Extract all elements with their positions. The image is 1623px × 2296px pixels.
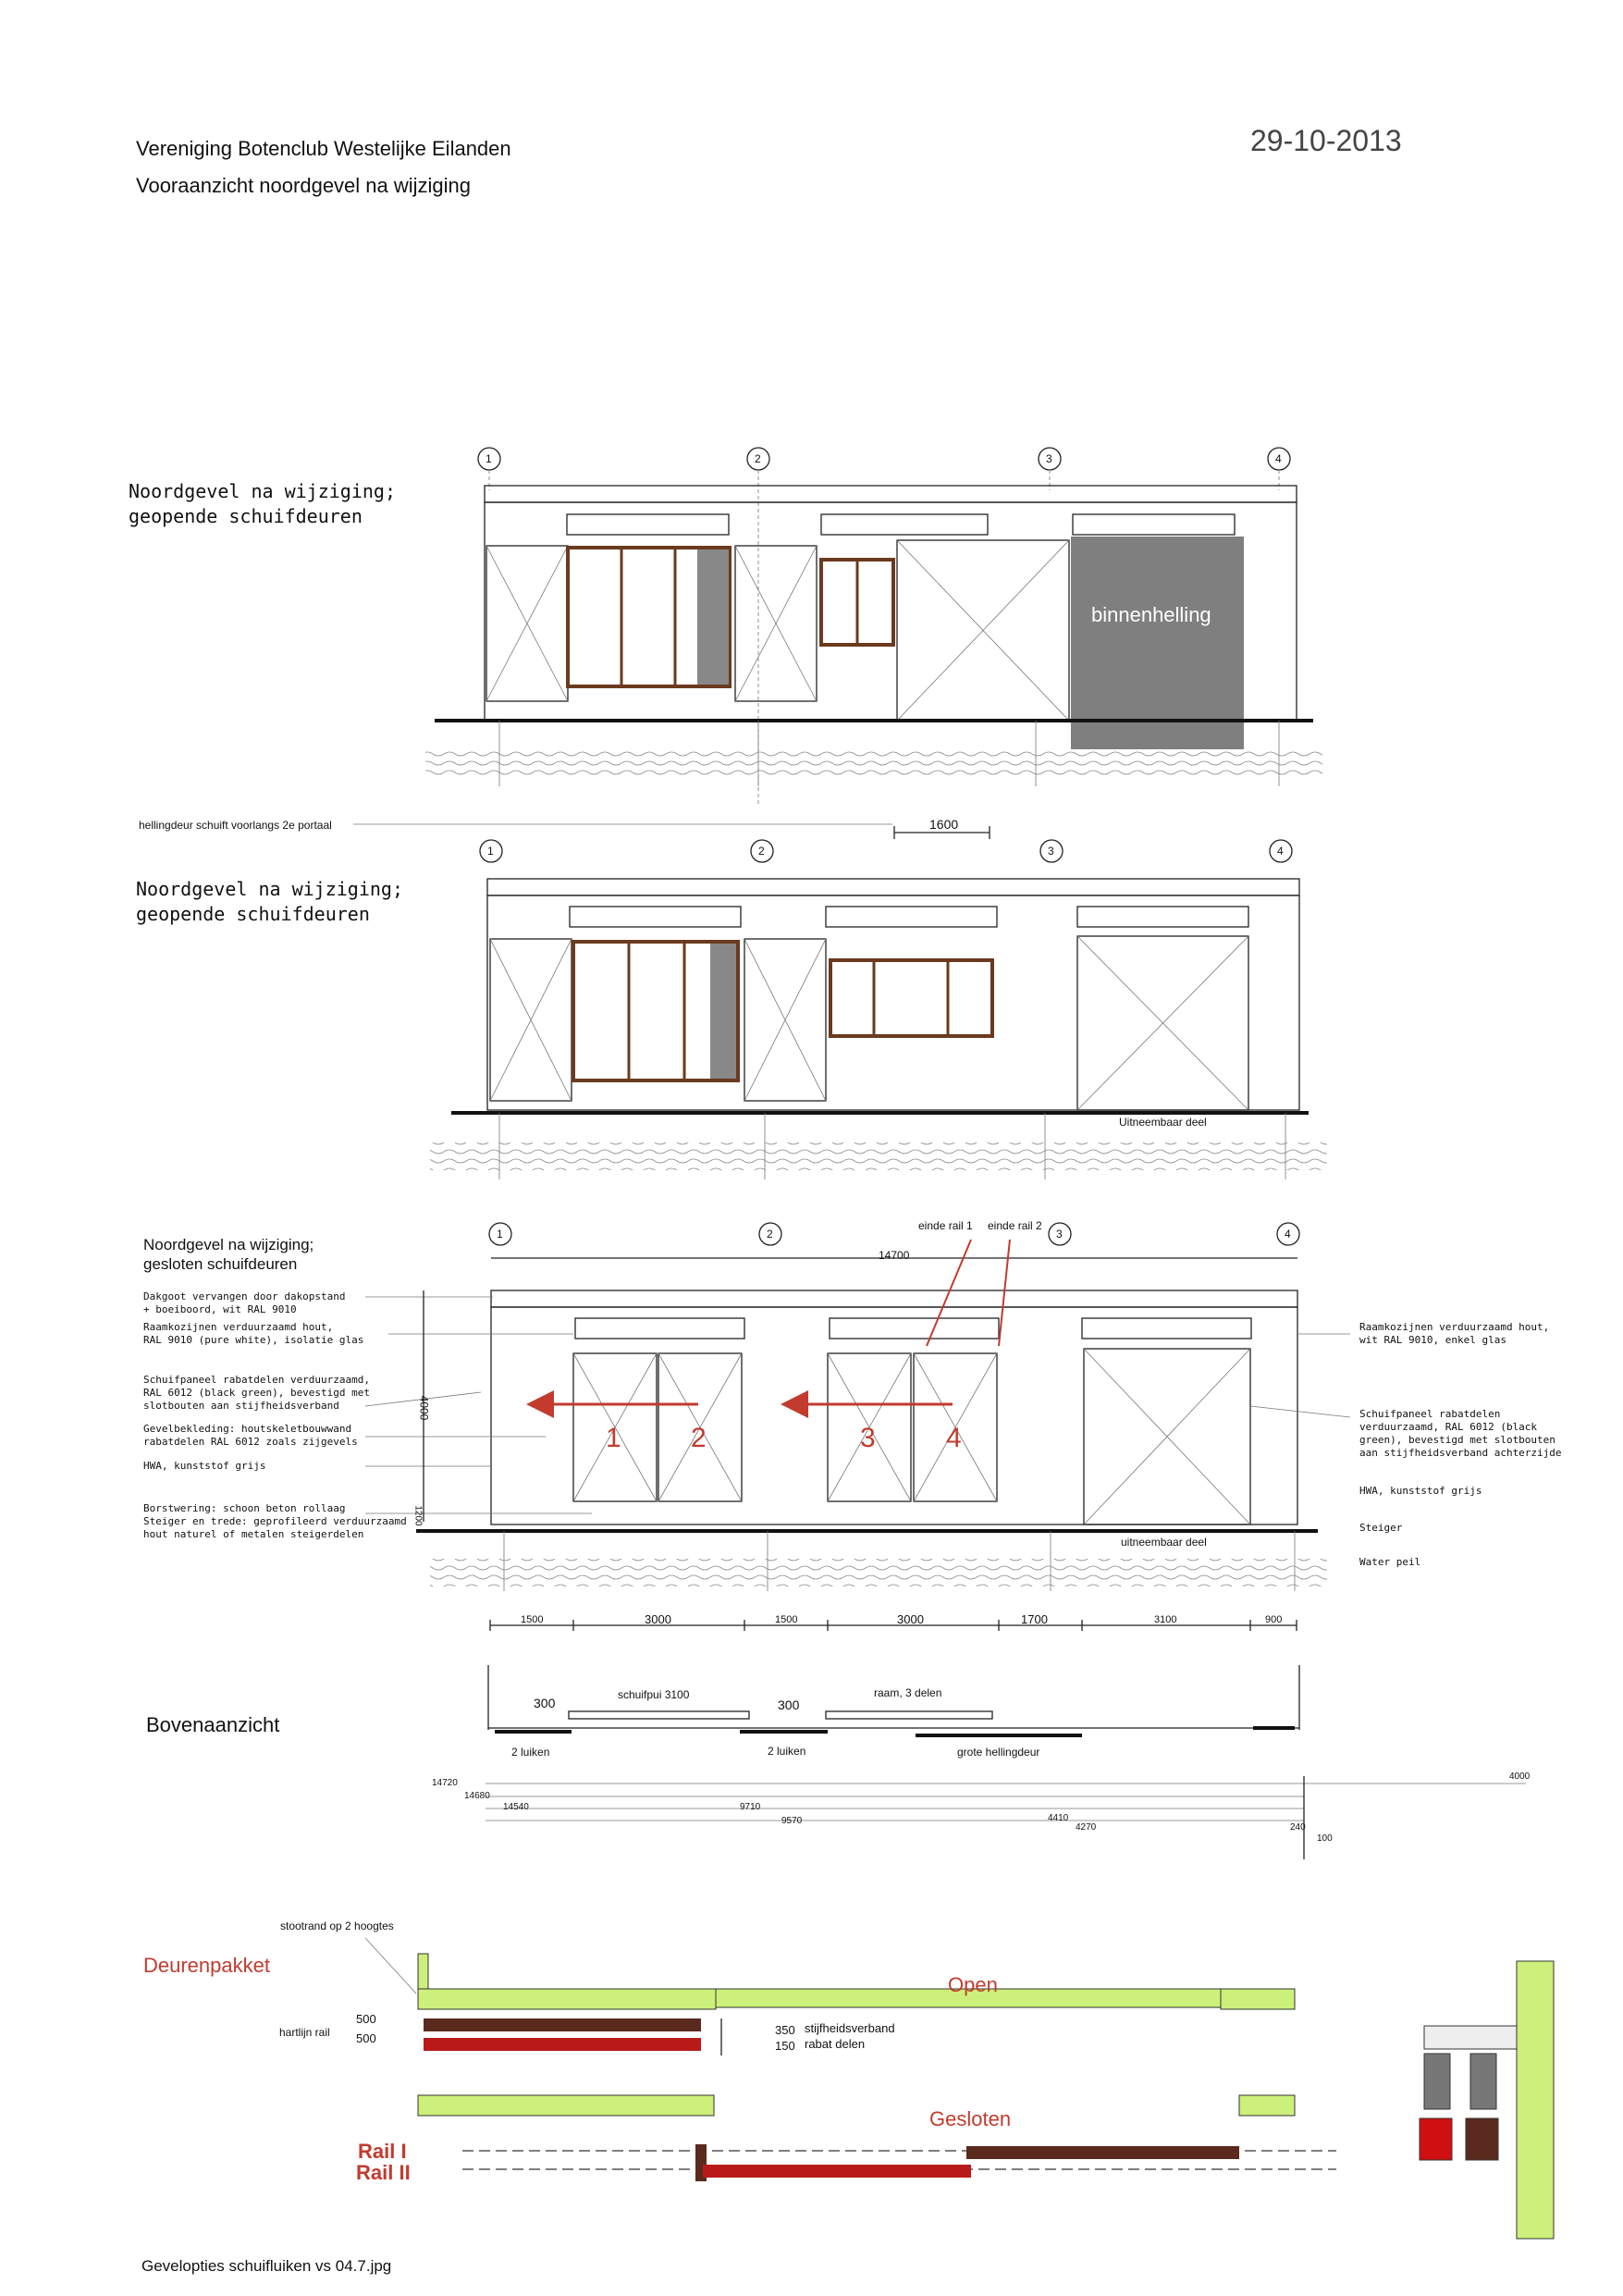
note-right-2-l2: verduurzaamd, RAL 6012 (black: [1359, 1421, 1538, 1433]
grid-2: 2: [755, 452, 761, 465]
rail-note-2: einde rail 2: [988, 1219, 1042, 1232]
note-right-4: Steiger: [1359, 1522, 1403, 1534]
grid-1-v3: 1: [497, 1228, 503, 1241]
note-left-2-l1: Raamkozijnen verduurzaamd hout,: [143, 1321, 334, 1333]
note-left-6-l1: Borstwering: schoon beton rollaag: [143, 1502, 346, 1514]
note-left-1-l2: + boeiboord, wit RAL 9010: [143, 1303, 297, 1315]
binnenhelling-label: binnenhelling: [1091, 603, 1211, 626]
hartlijn-label: hartlijn rail: [279, 2026, 330, 2039]
chain-4270: 4270: [1076, 1822, 1097, 1833]
open-label: Open: [948, 1973, 998, 1996]
view2-title: [136, 877, 403, 927]
grid-4-v3: 4: [1285, 1228, 1291, 1241]
stijfheidsverband-label: stijfheidsverband: [805, 2021, 895, 2035]
grid-2-v2: 2: [758, 845, 765, 858]
note-left-5: HWA, kunststof grijs: [143, 1460, 266, 1472]
view3-title-line2: gesloten schuifdeuren: [143, 1255, 298, 1273]
note-right-2-l1: Schuifpaneel rabatdelen: [1359, 1408, 1501, 1420]
chain-4410: 4410: [1048, 1813, 1069, 1823]
view3-title: [143, 1235, 314, 1274]
rail-2-label: Rail II: [356, 2161, 411, 2184]
gesloten-label: Gesloten: [929, 2107, 1012, 2130]
grid-4: 4: [1275, 452, 1282, 465]
chain-4000: 4000: [1509, 1771, 1531, 1782]
dim-150: 150: [775, 2039, 795, 2053]
chain-9570: 9570: [781, 1816, 803, 1826]
bottom-dim-5: 1700: [1021, 1612, 1048, 1626]
panel-number-1: 1: [606, 1423, 621, 1453]
note-left-3-l3: slotbouten aan stijfheidsverband: [143, 1400, 339, 1412]
note-left-2-l2: RAL 9010 (pure white), isolatie glas: [143, 1334, 364, 1346]
bottom-dim-4: 3000: [897, 1612, 924, 1626]
note-left-6: [143, 1502, 407, 1541]
rail-1-label: Rail I: [358, 2140, 407, 2163]
dim-500-b: 500: [356, 2031, 376, 2045]
grid-3-v2: 3: [1048, 845, 1054, 858]
bottom-dim-1: 1500: [521, 1614, 544, 1625]
grid-markers-view-3: [489, 1223, 1299, 1245]
note-left-1-l1: Dakgoot vervangen door dakopstand: [143, 1290, 346, 1302]
rail-note-1: einde rail 1: [918, 1219, 973, 1232]
plan-raam: raam, 3 delen: [874, 1686, 942, 1699]
plan-title: Bovenaanzicht: [146, 1713, 280, 1736]
note-left-4-l2: rabatdelen RAL 6012 zoals zijgevels: [143, 1436, 358, 1448]
note-left-3: [143, 1374, 370, 1413]
view1-title: [129, 479, 396, 529]
note-left-6-l2: Steiger en trede: geprofileerd verduurzaamd: [143, 1515, 407, 1527]
overall-dim: 14700: [879, 1249, 910, 1262]
small-dim: 1200: [412, 1505, 424, 1526]
plan-luiken-2: 2 luiken: [768, 1745, 806, 1758]
plan-luiken-1: 2 luiken: [511, 1746, 550, 1759]
view1-title-line2: geopende schuifdeuren: [129, 505, 363, 527]
rabatdelen-label: rabat delen: [805, 2037, 866, 2051]
grid-markers-view-2: [480, 840, 1292, 862]
view2-title-line1: Noordgevel na wijziging;: [136, 878, 403, 900]
dim-1600: 1600: [929, 817, 959, 832]
grid-3: 3: [1046, 452, 1052, 465]
grid-1-v2: 1: [487, 845, 494, 858]
subtitle-rest: na wijziging: [360, 174, 472, 197]
note-right-5: Water peil: [1359, 1556, 1421, 1568]
panel-number-4: 4: [946, 1423, 962, 1453]
note-left-4-l1: Gevelbekleding: houtskeletbouwwand: [143, 1423, 352, 1435]
note-right-2: [1359, 1408, 1562, 1460]
grid-2-v3: 2: [767, 1228, 773, 1241]
height-dim: 4000: [417, 1395, 431, 1421]
bottom-dim-7: 900: [1265, 1614, 1283, 1625]
bottom-dim-3: 1500: [775, 1614, 798, 1625]
note-left-2: [143, 1321, 363, 1347]
chain-14540: 14540: [503, 1802, 529, 1812]
stootrand-label: stootrand op 2 hoogtes: [280, 1920, 394, 1932]
note-left-1: [143, 1290, 346, 1316]
bottom-dim-6: 3100: [1154, 1614, 1177, 1625]
dim-350: 350: [775, 2023, 795, 2037]
chain-14680: 14680: [464, 1791, 490, 1801]
subtitle-bold: Vooraanzicht noordgevel: [136, 174, 361, 197]
elevation-view-1: [353, 448, 1322, 839]
closed-shutter-panels: [573, 1349, 1250, 1524]
note-left-4: [143, 1423, 358, 1449]
plan-300-b: 300: [778, 1697, 800, 1712]
dim-500-a: 500: [356, 2012, 376, 2026]
chain-14720: 14720: [432, 1778, 458, 1788]
hellingdeur-callout: hellingdeur schuift voorlangs 2e portaal: [139, 819, 332, 832]
note-right-1-l2: wit RAL 9010, enkel glas: [1359, 1334, 1506, 1346]
grid-1: 1: [486, 452, 492, 465]
view3-title-line1: Noordgevel na wijziging;: [143, 1236, 314, 1253]
plan-schuifpui: schuifpui 3100: [618, 1688, 690, 1701]
chain-9710: 9710: [740, 1802, 761, 1812]
view1-title-line1: Noordgevel na wijziging;: [129, 480, 396, 502]
view2-title-line2: geopende schuifdeuren: [136, 903, 370, 925]
note-left-3-l2: RAL 6012 (black green), bevestigd met: [143, 1387, 371, 1399]
view2-uitneembaar: Uitneembaar deel: [1119, 1116, 1207, 1129]
grid-3-v3: 3: [1056, 1228, 1063, 1241]
note-right-3: HWA, kunststof grijs: [1359, 1485, 1482, 1497]
plan-hellingdeur: grote hellingdeur: [957, 1746, 1040, 1759]
deurenpakket-title: Deurenpakket: [143, 1954, 270, 1977]
note-left-3-l1: Schuifpaneel rabatdelen verduurzaamd,: [143, 1374, 371, 1386]
elevation-view-3: [365, 1223, 1350, 1631]
note-left-6-l3: hout naturel of metalen steigerdelen: [143, 1528, 364, 1540]
organization-name: Vereniging Botenclub Westelijke Eilanden: [136, 137, 511, 160]
footer-filename: Gevelopties schuifluiken vs 04.7.jpg: [141, 2257, 392, 2275]
panel-number-2: 2: [691, 1423, 707, 1453]
grid-4-v2: 4: [1277, 845, 1284, 858]
note-right-2-l3: green), bevestigd met slotbouten: [1359, 1434, 1555, 1446]
note-right-2-l4: aan stijfheidsverband achterzijde: [1359, 1447, 1562, 1459]
chain-240: 240: [1290, 1822, 1306, 1833]
view3-uitneembaar: uitneembaar deel: [1121, 1536, 1207, 1549]
chain-100: 100: [1317, 1833, 1333, 1844]
note-right-1-l1: Raamkozijnen verduurzaamd hout,: [1359, 1321, 1550, 1333]
note-right-1: [1359, 1321, 1549, 1347]
bottom-dim-2: 3000: [645, 1612, 671, 1626]
plan-300-a: 300: [534, 1696, 556, 1710]
drawing-date: 29-10-2013: [1250, 124, 1402, 157]
panel-number-3: 3: [860, 1423, 876, 1453]
